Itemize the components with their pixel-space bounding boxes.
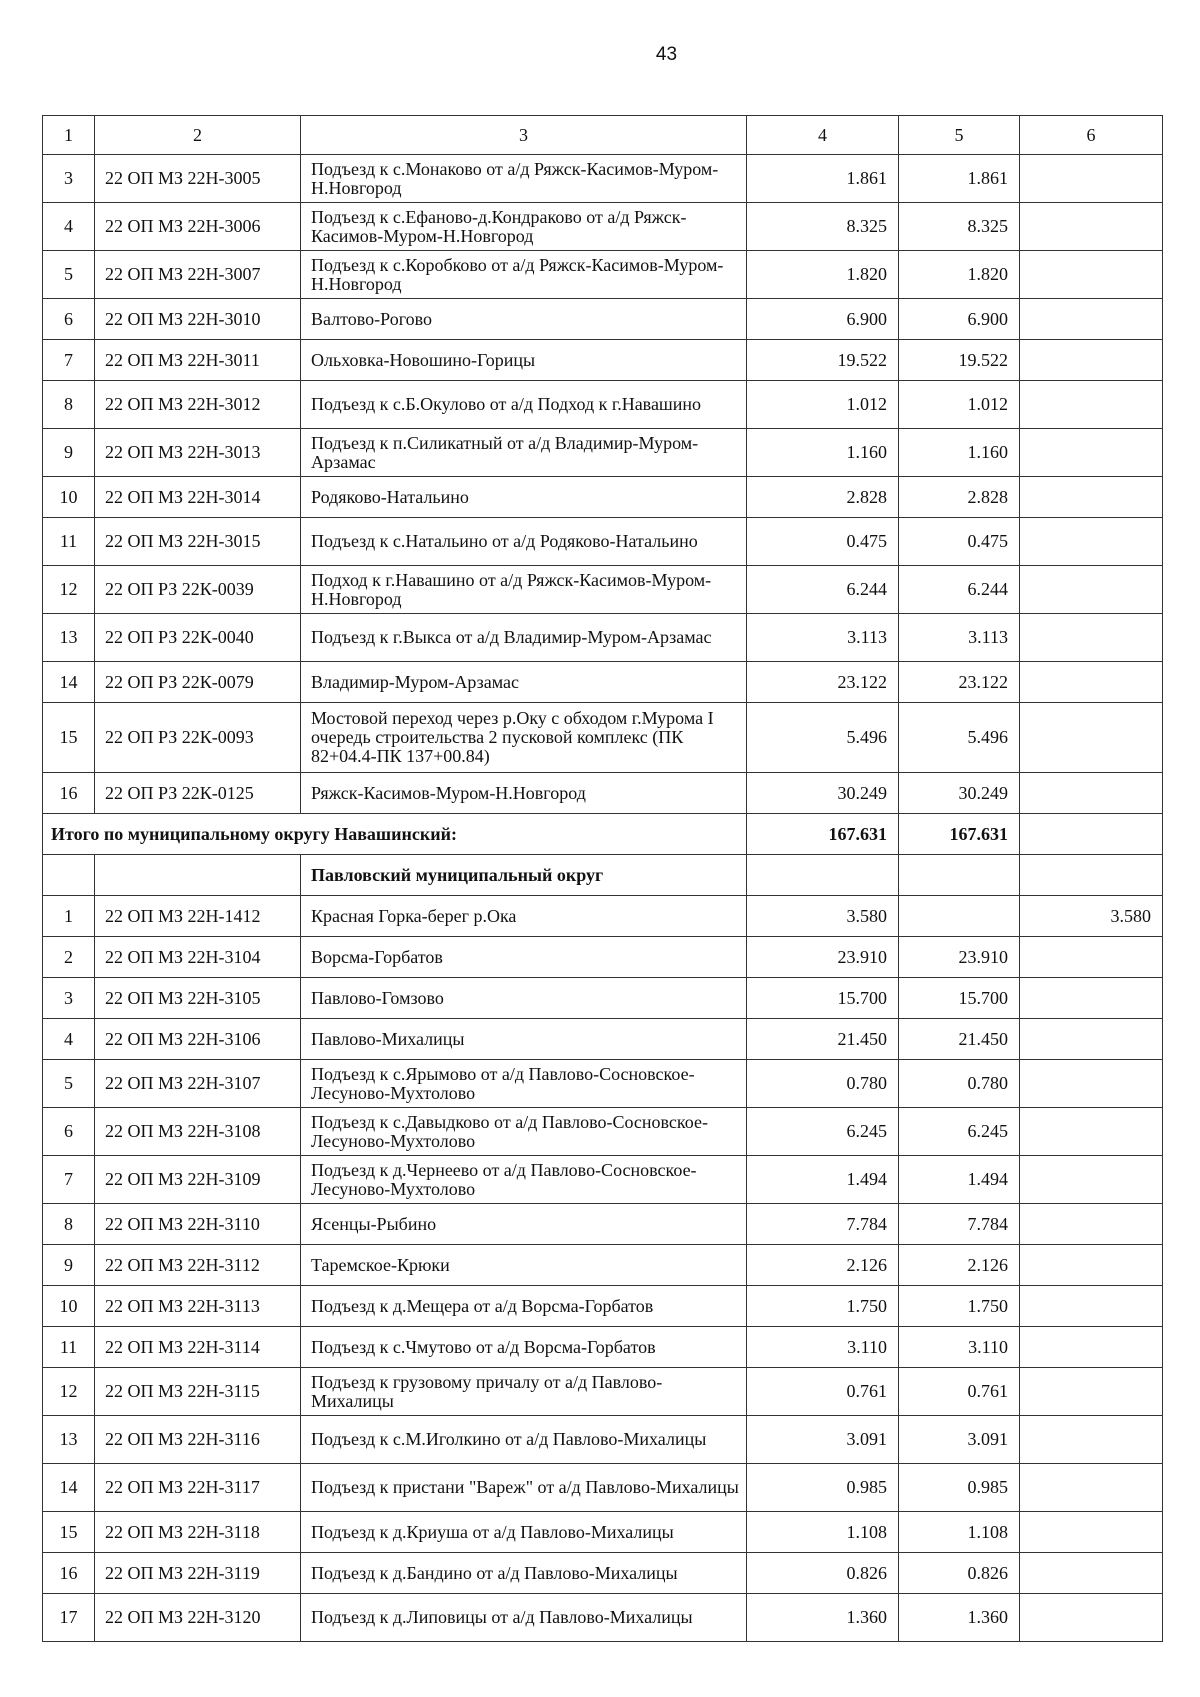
total-col5: 167.631: [899, 814, 1020, 855]
road-code: 22 ОП МЗ 22Н-3117: [95, 1464, 301, 1512]
length-col5: 1.160: [899, 429, 1020, 477]
table-row: [43, 1512, 1163, 1553]
length-total: 1.820: [747, 251, 899, 299]
length-col5: 0.826: [899, 1553, 1020, 1594]
length-col6: [1020, 566, 1163, 614]
length-col5: 0.985: [899, 1464, 1020, 1512]
row-number: 6: [43, 1108, 95, 1156]
table-row: [43, 1060, 1163, 1108]
row-number: 11: [43, 518, 95, 566]
table-row: [43, 1594, 1163, 1642]
road-name: Ясенцы-Рыбино: [301, 1204, 747, 1245]
header-cell: 5: [899, 116, 1020, 155]
road-code: 22 ОП МЗ 22Н-3014: [95, 477, 301, 518]
road-code: 22 ОП МЗ 22Н-3108: [95, 1108, 301, 1156]
length-col6: [1020, 1019, 1163, 1060]
section-row: [43, 855, 1163, 896]
length-col5: [899, 896, 1020, 937]
table-row: [43, 1108, 1163, 1156]
road-name: Подъезд к д.Липовицы от а/д Павлово-Михалицы: [301, 1594, 747, 1642]
row-number: 14: [43, 662, 95, 703]
total-label: Итого по муниципальному округу Навашинский:: [43, 814, 747, 855]
road-name: Павлово-Михалицы: [301, 1019, 747, 1060]
row-number: 8: [43, 1204, 95, 1245]
roads-table: [42, 115, 1163, 1642]
road-name: Подъезд к д.Криуша от а/д Павлово-Михалицы: [301, 1512, 747, 1553]
table-row: [43, 1156, 1163, 1204]
length-col5: 30.249: [899, 773, 1020, 814]
length-col5: 1.360: [899, 1594, 1020, 1642]
length-total: 0.780: [747, 1060, 899, 1108]
table-row: [43, 1327, 1163, 1368]
row-number: 12: [43, 1368, 95, 1416]
table-row: [43, 773, 1163, 814]
length-col5: 3.091: [899, 1416, 1020, 1464]
road-code: 22 ОП МЗ 22Н-3006: [95, 203, 301, 251]
row-number: 5: [43, 251, 95, 299]
row-number: 10: [43, 477, 95, 518]
empty-cell: [899, 855, 1020, 896]
length-total: 23.122: [747, 662, 899, 703]
length-col5: 1.861: [899, 155, 1020, 203]
table-row: [43, 155, 1163, 203]
road-name: Подъезд к д.Чернеево от а/д Павлово-Сосновское-Лесуново-Мухтолово: [301, 1156, 747, 1204]
length-total: 1.750: [747, 1286, 899, 1327]
roads-table-body: [43, 116, 1163, 1642]
road-name: Подъезд к д.Бандино от а/д Павлово-Михалицы: [301, 1553, 747, 1594]
table-row: [43, 1464, 1163, 1512]
length-total: 1.861: [747, 155, 899, 203]
road-code: 22 ОП МЗ 22Н-3115: [95, 1368, 301, 1416]
length-total: 1.494: [747, 1156, 899, 1204]
length-col5: 23.910: [899, 937, 1020, 978]
empty-cell: [43, 855, 95, 896]
road-code: 22 ОП МЗ 22Н-3113: [95, 1286, 301, 1327]
table-row: [43, 203, 1163, 251]
row-number: 13: [43, 1416, 95, 1464]
row-number: 11: [43, 1327, 95, 1368]
road-name: Подъезд к грузовому причалу от а/д Павлово-Михалицы: [301, 1368, 747, 1416]
header-cell: 6: [1020, 116, 1163, 155]
road-name: Подход к г.Навашино от а/д Ряжск-Касимов-Муром-Н.Новгород: [301, 566, 747, 614]
length-col5: 0.475: [899, 518, 1020, 566]
length-col5: 7.784: [899, 1204, 1020, 1245]
road-name: Красная Горка-берег р.Ока: [301, 896, 747, 937]
length-col6: [1020, 203, 1163, 251]
length-total: 19.522: [747, 340, 899, 381]
table-row: [43, 429, 1163, 477]
length-total: 3.113: [747, 614, 899, 662]
length-total: 1.360: [747, 1594, 899, 1642]
length-total: 8.325: [747, 203, 899, 251]
road-name: Подъезд к д.Мещера от а/д Ворсма-Горбатов: [301, 1286, 747, 1327]
length-col5: 1.750: [899, 1286, 1020, 1327]
road-name: Подъезд к с.Давыдково от а/д Павлово-Сосновское-Лесуново-Мухтолово: [301, 1108, 747, 1156]
table-row: [43, 1019, 1163, 1060]
road-code: 22 ОП РЗ 22К-0039: [95, 566, 301, 614]
road-code: 22 ОП МЗ 22Н-3114: [95, 1327, 301, 1368]
total-row: [43, 814, 1163, 855]
length-col6: [1020, 251, 1163, 299]
road-name: Подъезд к г.Выкса от а/д Владимир-Муром-Арзамас: [301, 614, 747, 662]
road-name: Валтово-Рогово: [301, 299, 747, 340]
row-number: 16: [43, 773, 95, 814]
length-total: 30.249: [747, 773, 899, 814]
row-number: 10: [43, 1286, 95, 1327]
road-code: 22 ОП МЗ 22Н-3118: [95, 1512, 301, 1553]
road-name: Родяково-Натальино: [301, 477, 747, 518]
road-code: 22 ОП РЗ 22К-0040: [95, 614, 301, 662]
length-total: 1.012: [747, 381, 899, 429]
table-row: [43, 1245, 1163, 1286]
length-total: 2.828: [747, 477, 899, 518]
road-code: 22 ОП РЗ 22К-0125: [95, 773, 301, 814]
length-col5: 1.820: [899, 251, 1020, 299]
length-total: 0.985: [747, 1464, 899, 1512]
road-code: 22 ОП МЗ 22Н-3007: [95, 251, 301, 299]
total-length: 167.631: [747, 814, 899, 855]
length-col5: 21.450: [899, 1019, 1020, 1060]
road-code: 22 ОП МЗ 22Н-3104: [95, 937, 301, 978]
row-number: 13: [43, 614, 95, 662]
length-col6: [1020, 1416, 1163, 1464]
header-row: [43, 116, 1163, 155]
road-code: 22 ОП РЗ 22К-0079: [95, 662, 301, 703]
length-total: 2.126: [747, 1245, 899, 1286]
length-total: 23.910: [747, 937, 899, 978]
length-col6: [1020, 978, 1163, 1019]
header-cell: 4: [747, 116, 899, 155]
road-name: Владимир-Муром-Арзамас: [301, 662, 747, 703]
length-col5: 3.110: [899, 1327, 1020, 1368]
length-total: 7.784: [747, 1204, 899, 1245]
road-code: 22 ОП МЗ 22Н-3120: [95, 1594, 301, 1642]
road-code: 22 ОП МЗ 22Н-3107: [95, 1060, 301, 1108]
length-col6: [1020, 662, 1163, 703]
table-row: [43, 978, 1163, 1019]
length-col5: 3.113: [899, 614, 1020, 662]
road-code: 22 ОП МЗ 22Н-3013: [95, 429, 301, 477]
road-name: Подъезд к с.Ефаново-д.Кондраково от а/д Ряжск-Касимов-Муром-Н.Новгород: [301, 203, 747, 251]
road-code: 22 ОП МЗ 22Н-3012: [95, 381, 301, 429]
length-col6: [1020, 1368, 1163, 1416]
table-row: [43, 299, 1163, 340]
road-name: Подъезд к с.Монаково от а/д Ряжск-Касимов-Муром-Н.Новгород: [301, 155, 747, 203]
length-total: 0.761: [747, 1368, 899, 1416]
road-name: Подъезд к с.Натальино от а/д Родяково-Натальино: [301, 518, 747, 566]
length-col5: 8.325: [899, 203, 1020, 251]
length-col6: [1020, 1464, 1163, 1512]
length-col5: 2.126: [899, 1245, 1020, 1286]
table-row: [43, 1204, 1163, 1245]
length-col6: [1020, 299, 1163, 340]
length-total: 15.700: [747, 978, 899, 1019]
length-col6: 3.580: [1020, 896, 1163, 937]
length-col6: [1020, 477, 1163, 518]
table-row: [43, 518, 1163, 566]
length-col6: [1020, 773, 1163, 814]
road-code: 22 ОП МЗ 22Н-3011: [95, 340, 301, 381]
row-number: 16: [43, 1553, 95, 1594]
length-col6: [1020, 1327, 1163, 1368]
row-number: 7: [43, 340, 95, 381]
length-col5: 6.900: [899, 299, 1020, 340]
road-code: 22 ОП МЗ 22Н-3116: [95, 1416, 301, 1464]
length-total: 3.110: [747, 1327, 899, 1368]
table-row: [43, 566, 1163, 614]
length-col6: [1020, 703, 1163, 773]
length-col5: 6.244: [899, 566, 1020, 614]
length-col5: 5.496: [899, 703, 1020, 773]
length-col5: 19.522: [899, 340, 1020, 381]
length-col6: [1020, 1594, 1163, 1642]
row-number: 14: [43, 1464, 95, 1512]
length-col5: 23.122: [899, 662, 1020, 703]
length-col6: [1020, 1512, 1163, 1553]
road-name: Ольховка-Новошино-Горицы: [301, 340, 747, 381]
length-total: 1.160: [747, 429, 899, 477]
table-row: [43, 381, 1163, 429]
road-code: 22 ОП МЗ 22Н-3105: [95, 978, 301, 1019]
length-col6: [1020, 340, 1163, 381]
road-name: Подъезд к с.Ярымово от а/д Павлово-Сосновское-Лесуново-Мухтолово: [301, 1060, 747, 1108]
length-col5: 1.494: [899, 1156, 1020, 1204]
length-col6: [1020, 1245, 1163, 1286]
length-col5: 0.780: [899, 1060, 1020, 1108]
length-total: 5.496: [747, 703, 899, 773]
length-total: 3.580: [747, 896, 899, 937]
road-code: 22 ОП МЗ 22Н-3112: [95, 1245, 301, 1286]
length-total: 6.245: [747, 1108, 899, 1156]
table-row: [43, 662, 1163, 703]
length-col6: [1020, 1060, 1163, 1108]
table-row: [43, 1553, 1163, 1594]
length-total: 0.826: [747, 1553, 899, 1594]
length-total: 1.108: [747, 1512, 899, 1553]
road-name: Ворсма-Горбатов: [301, 937, 747, 978]
row-number: 4: [43, 1019, 95, 1060]
section-title: Павловский муниципальный округ: [301, 855, 747, 896]
road-name: Ряжск-Касимов-Муром-Н.Новгород: [301, 773, 747, 814]
road-name: Мостовой переход через р.Оку с обходом г.Мурома I очередь строительства 2 пусковой комплекс (ПК 82+04.4-ПК 137+00.84): [301, 703, 747, 773]
header-cell: 3: [301, 116, 747, 155]
empty-cell: [95, 855, 301, 896]
length-total: 3.091: [747, 1416, 899, 1464]
length-col6: [1020, 429, 1163, 477]
header-cell: 1: [43, 116, 95, 155]
length-col6: [1020, 518, 1163, 566]
table-row: [43, 340, 1163, 381]
road-name: Павлово-Гомзово: [301, 978, 747, 1019]
road-code: 22 ОП МЗ 22Н-3109: [95, 1156, 301, 1204]
row-number: 3: [43, 155, 95, 203]
road-code: 22 ОП МЗ 22Н-3119: [95, 1553, 301, 1594]
empty-cell: [747, 855, 899, 896]
road-name: Подъезд к с.Чмутово от а/д Ворсма-Горбатов: [301, 1327, 747, 1368]
row-number: 15: [43, 703, 95, 773]
length-col5: 1.012: [899, 381, 1020, 429]
table-row: [43, 1416, 1163, 1464]
road-code: 22 ОП МЗ 22Н-3005: [95, 155, 301, 203]
length-col6: [1020, 1286, 1163, 1327]
length-col5: 2.828: [899, 477, 1020, 518]
length-col6: [1020, 1156, 1163, 1204]
row-number: 17: [43, 1594, 95, 1642]
row-number: 1: [43, 896, 95, 937]
length-total: 6.900: [747, 299, 899, 340]
empty-cell: [1020, 855, 1163, 896]
length-col6: [1020, 1204, 1163, 1245]
length-col6: [1020, 614, 1163, 662]
table-row: [43, 896, 1163, 937]
row-number: 4: [43, 203, 95, 251]
table-row: [43, 477, 1163, 518]
length-total: 6.244: [747, 566, 899, 614]
row-number: 3: [43, 978, 95, 1019]
road-code: 22 ОП МЗ 22Н-3110: [95, 1204, 301, 1245]
length-total: 21.450: [747, 1019, 899, 1060]
table-row: [43, 703, 1163, 773]
road-name: Таремское-Крюки: [301, 1245, 747, 1286]
length-col5: 15.700: [899, 978, 1020, 1019]
row-number: 9: [43, 429, 95, 477]
table-row: [43, 937, 1163, 978]
road-name: Подъезд к с.Б.Окулово от а/д Подход к г.Навашино: [301, 381, 747, 429]
road-code: 22 ОП МЗ 22Н-3010: [95, 299, 301, 340]
length-col6: [1020, 937, 1163, 978]
row-number: 9: [43, 1245, 95, 1286]
header-cell: 2: [95, 116, 301, 155]
road-name: Подъезд к с.Коробково от а/д Ряжск-Касимов-Муром-Н.Новгород: [301, 251, 747, 299]
length-col6: [1020, 155, 1163, 203]
road-name: Подъезд к с.М.Иголкино от а/д Павлово-Михалицы: [301, 1416, 747, 1464]
length-col5: 6.245: [899, 1108, 1020, 1156]
length-col6: [1020, 381, 1163, 429]
road-code: 22 ОП МЗ 22Н-1412: [95, 896, 301, 937]
length-total: 0.475: [747, 518, 899, 566]
row-number: 6: [43, 299, 95, 340]
table-row: [43, 1286, 1163, 1327]
row-number: 15: [43, 1512, 95, 1553]
road-code: 22 ОП МЗ 22Н-3015: [95, 518, 301, 566]
road-name: Подъезд к п.Силикатный от а/д Владимир-Муром-Арзамас: [301, 429, 747, 477]
road-name: Подъезд к пристани "Вареж" от а/д Павлово-Михалицы: [301, 1464, 747, 1512]
length-col5: 0.761: [899, 1368, 1020, 1416]
row-number: 2: [43, 937, 95, 978]
table-row: [43, 251, 1163, 299]
length-col6: [1020, 1553, 1163, 1594]
page-number: 43: [655, 44, 678, 65]
road-code: 22 ОП МЗ 22Н-3106: [95, 1019, 301, 1060]
row-number: 8: [43, 381, 95, 429]
table-row: [43, 1368, 1163, 1416]
row-number: 5: [43, 1060, 95, 1108]
row-number: 7: [43, 1156, 95, 1204]
length-col5: 1.108: [899, 1512, 1020, 1553]
length-col6: [1020, 1108, 1163, 1156]
road-code: 22 ОП РЗ 22К-0093: [95, 703, 301, 773]
table-row: [43, 614, 1163, 662]
total-col6: [1020, 814, 1163, 855]
row-number: 12: [43, 566, 95, 614]
